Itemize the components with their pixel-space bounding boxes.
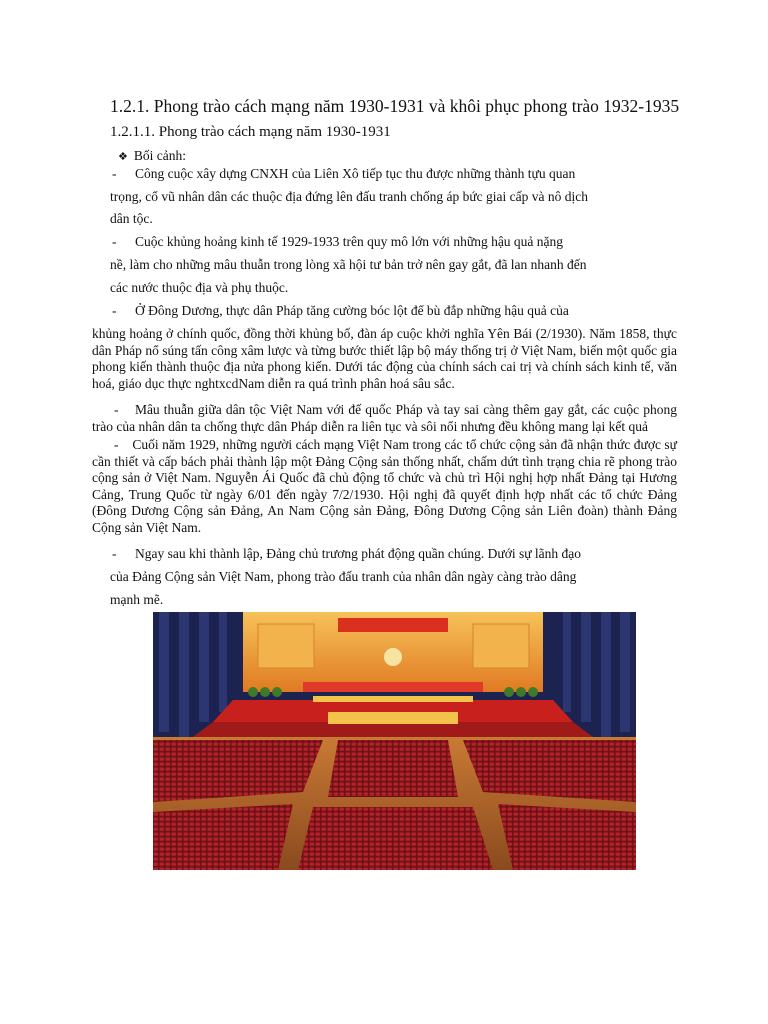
item2-line1: Cuộc khủng hoảng kinh tế 1929-1933 trên quy mô lớn với những hậu quả nặng [135, 234, 564, 249]
item1-line2: trọng, cổ vũ nhân dân các thuộc địa đứng lên đấu tranh chống áp bức giai cấp và nô dịch [110, 189, 588, 204]
dash-marker: - [112, 166, 117, 181]
item5-text: Cuối năm 1929, những người cách mạng Việt Nam trong các tổ chức cộng sản đã nhận thức được sự cần thiết và cấp bách phải thành lập một Đảng Cộng sản thống nhất, chấm dứt tình trạng chia rẽ phong trào cộng sản ở Việt Nam. Nguyễn Ái Quốc đã chủ động tổ chức và chủ trì Hội nghị hợp nhất Đảng tại Hương Cảng, Trung Quốc từ ngày 6/01 đến ngày 7/2/1930. Hội nghị đã quyết định hợp nhất các tổ chức Đảng (Đông Dương Cộng sản Đảng, An Nam Cộng sản Đảng, Đông Dương Cộng sản Liên đoàn) thành Đảng Cộng sản Việt Nam. [92, 437, 678, 535]
section-heading: 1.2.1. Phong trào cách mạng năm 1930-1931 và khôi phục phong trào 1932-1935 [110, 96, 680, 116]
item1-line1: Công cuộc xây dựng CNXH của Liên Xô tiếp tục thu được những thành tựu quan [135, 166, 576, 181]
subsection-heading: 1.2.1.1. Phong trào cách mạng năm 1930-1931 [110, 124, 391, 140]
dash-marker: - [112, 546, 117, 561]
item6-line3: mạnh mẽ. [110, 592, 164, 607]
item3-paragraph: khủng hoảng ở chính quốc, đồng thời khủng bố, đàn áp cuộc khởi nghĩa Yên Bái (2/1930). Năm 1858, thực dân Pháp nổ súng tấn công xâm lược và từng bước thiết lập bộ máy thống trị ở Việt Nam, biến một quốc gia phong kiến thành thuộc địa nửa phong kiến. Dưới tác động của chính sách cai trị và chính sách kinh tế, văn hoá, giáo dục thực nghtxcdNam diễn ra quá trình phân hoá sâu sắc. [92, 326, 677, 391]
item6-line2: của Đảng Cộng sản Việt Nam, phong trào đấu tranh của nhân dân ngày càng trào dâng [110, 569, 577, 584]
item1-line3: dân tộc. [110, 211, 153, 226]
congress-hall-photo [153, 612, 636, 870]
item2-line2: nề, làm cho những mâu thuẫn trong lòng xã hội tư bản trở nên gay gắt, đã lan nhanh đến [110, 257, 587, 272]
dash-marker: - [112, 303, 117, 318]
bullet-title: Bối cảnh: [133, 148, 186, 163]
item5-paragraph [92, 437, 677, 536]
item4-text: Mâu thuẫn giữa dân tộc Việt Nam với đế quốc Pháp và tay sai càng thêm gay gắt, các cuộc phong trào của nhân dân ta chống thực dân Pháp diễn ra liên tục và sôi nổi nhưng đều không mang lại kết quả [92, 402, 677, 434]
item6-line1: Ngay sau khi thành lập, Đảng chủ trương phát động quần chúng. Dưới sự lãnh đạo [135, 546, 582, 561]
item4-paragraph [92, 402, 677, 435]
item2-line3: các nước thuộc địa và phụ thuộc. [110, 280, 289, 295]
item3-line1: Ở Đông Dương, thực dân Pháp tăng cường bóc lột để bù đắp những hậu quả của [135, 303, 569, 318]
congress-hall-illustration [153, 612, 636, 870]
bullet-heading [118, 148, 186, 164]
dash-marker: - [112, 234, 117, 249]
dash-marker: - [114, 437, 119, 452]
dash-marker: - [114, 402, 119, 417]
diamond-bullet-icon: ❖ [118, 150, 128, 163]
